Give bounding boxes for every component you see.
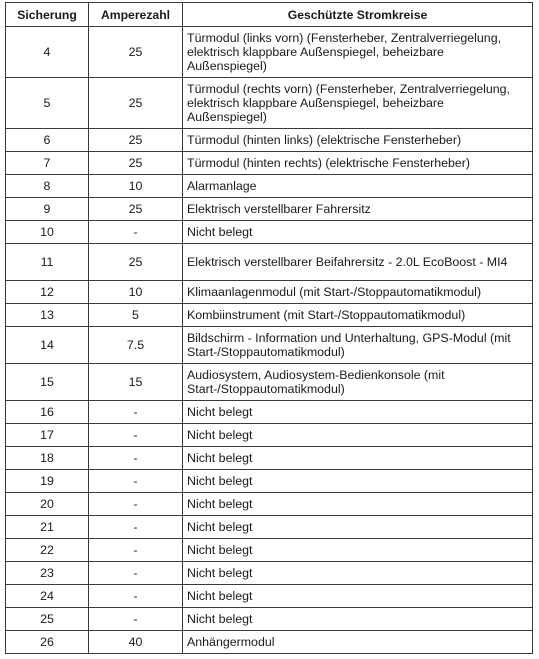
fuse-number: 22 [6, 539, 89, 562]
fuse-amperage: - [89, 470, 183, 493]
fuse-number: 16 [6, 401, 89, 424]
table-row [6, 608, 533, 631]
fuse-number: 25 [6, 608, 89, 631]
fuse-circuits: Nicht belegt [183, 539, 533, 562]
table-row [6, 27, 533, 78]
table-row [6, 493, 533, 516]
fuse-number: 4 [6, 27, 89, 78]
fuse-amperage: - [89, 493, 183, 516]
table-row [6, 470, 533, 493]
fuse-circuits: Nicht belegt [183, 470, 533, 493]
fuse-amperage: 25 [89, 244, 183, 281]
fuse-number: 11 [6, 244, 89, 281]
fuse-circuits: Nicht belegt [183, 401, 533, 424]
table-row [6, 281, 533, 304]
fuse-amperage: - [89, 447, 183, 470]
fuse-circuits: Audiosystem, Audiosystem-Bedienkonsole (mit Start-/Stoppautomatikmodul) [183, 364, 533, 401]
table-header-row [6, 3, 533, 27]
table-row [6, 221, 533, 244]
fuse-amperage: - [89, 221, 183, 244]
table-row [6, 539, 533, 562]
fuse-circuits: Türmodul (hinten links) (elektrische Fensterheber) [183, 129, 533, 152]
fuse-amperage: 5 [89, 304, 183, 327]
fuse-number: 6 [6, 129, 89, 152]
table-row [6, 327, 533, 364]
fuse-amperage: - [89, 562, 183, 585]
fuse-number: 10 [6, 221, 89, 244]
fuse-number: 14 [6, 327, 89, 364]
fuse-amperage: 25 [89, 78, 183, 129]
table-row [6, 198, 533, 221]
fuse-circuits: Nicht belegt [183, 493, 533, 516]
fuse-amperage: 10 [89, 281, 183, 304]
table-row [6, 447, 533, 470]
fuse-number: 8 [6, 175, 89, 198]
table-row [6, 244, 533, 281]
table-row [6, 424, 533, 447]
fuse-circuits: Nicht belegt [183, 608, 533, 631]
fuse-number: 23 [6, 562, 89, 585]
table-row [6, 401, 533, 424]
fuse-amperage: - [89, 516, 183, 539]
fuse-circuits: Türmodul (links vorn) (Fensterheber, Zentralverriegelung, elektrisch klappbare Außenspiegel, beheizbare Außenspiegel) [183, 27, 533, 78]
fuse-amperage: - [89, 424, 183, 447]
fuse-circuits: Nicht belegt [183, 424, 533, 447]
table-row [6, 585, 533, 608]
table-row [6, 364, 533, 401]
table-row [6, 304, 533, 327]
fuse-amperage: - [89, 539, 183, 562]
header-fuse: Sicherung [6, 3, 89, 27]
table-row [6, 152, 533, 175]
fuse-number: 15 [6, 364, 89, 401]
fuse-amperage: 25 [89, 129, 183, 152]
fuse-amperage: 25 [89, 198, 183, 221]
fuse-number: 12 [6, 281, 89, 304]
table-body [6, 27, 533, 654]
table-row [6, 175, 533, 198]
fuse-number: 7 [6, 152, 89, 175]
fuse-circuits: Nicht belegt [183, 447, 533, 470]
fuse-circuits: Alarmanlage [183, 175, 533, 198]
fuse-number: 26 [6, 631, 89, 654]
fuse-amperage: - [89, 608, 183, 631]
fuse-circuits: Nicht belegt [183, 585, 533, 608]
fuse-number: 18 [6, 447, 89, 470]
fuse-number: 20 [6, 493, 89, 516]
table-row [6, 516, 533, 539]
table-row [6, 562, 533, 585]
fuse-amperage: - [89, 401, 183, 424]
table-row [6, 129, 533, 152]
fuse-number: 17 [6, 424, 89, 447]
header-circuits: Geschützte Stromkreise [183, 3, 533, 27]
fuse-number: 9 [6, 198, 89, 221]
header-amperage: Amperezahl [89, 3, 183, 27]
fuse-amperage: 10 [89, 175, 183, 198]
fuse-circuits: Elektrisch verstellbarer Fahrersitz [183, 198, 533, 221]
fuse-circuits: Nicht belegt [183, 221, 533, 244]
fuse-amperage: 25 [89, 27, 183, 78]
fuse-amperage: 15 [89, 364, 183, 401]
fuse-amperage: 25 [89, 152, 183, 175]
fuse-amperage: 7.5 [89, 327, 183, 364]
fuse-circuits: Türmodul (hinten rechts) (elektrische Fensterheber) [183, 152, 533, 175]
fuse-circuits: Kombiinstrument (mit Start-/Stoppautomatikmodul) [183, 304, 533, 327]
fuse-circuits: Anhängermodul [183, 631, 533, 654]
fuse-amperage: - [89, 585, 183, 608]
fuse-number: 13 [6, 304, 89, 327]
fuse-number: 24 [6, 585, 89, 608]
table-row [6, 78, 533, 129]
fuse-circuits: Nicht belegt [183, 516, 533, 539]
fuse-number: 5 [6, 78, 89, 129]
fuse-circuits: Nicht belegt [183, 562, 533, 585]
fuse-circuits: Klimaanlagenmodul (mit Start-/Stoppautomatikmodul) [183, 281, 533, 304]
fuse-amperage: 40 [89, 631, 183, 654]
fuse-circuits: Elektrisch verstellbarer Beifahrersitz - 2.0L EcoBoost - MI4 [183, 244, 533, 281]
table-row [6, 631, 533, 654]
fuse-number: 19 [6, 470, 89, 493]
fuse-circuits: Bildschirm - Information und Unterhaltung, GPS-Modul (mit Start-/Stoppautomatikmodul) [183, 327, 533, 364]
fuse-circuits: Türmodul (rechts vorn) (Fensterheber, Zentralverriegelung, elektrisch klappbare Außenspiegel, beheizbare Außenspiegel) [183, 78, 533, 129]
fuse-number: 21 [6, 516, 89, 539]
fuse-table [5, 2, 533, 654]
